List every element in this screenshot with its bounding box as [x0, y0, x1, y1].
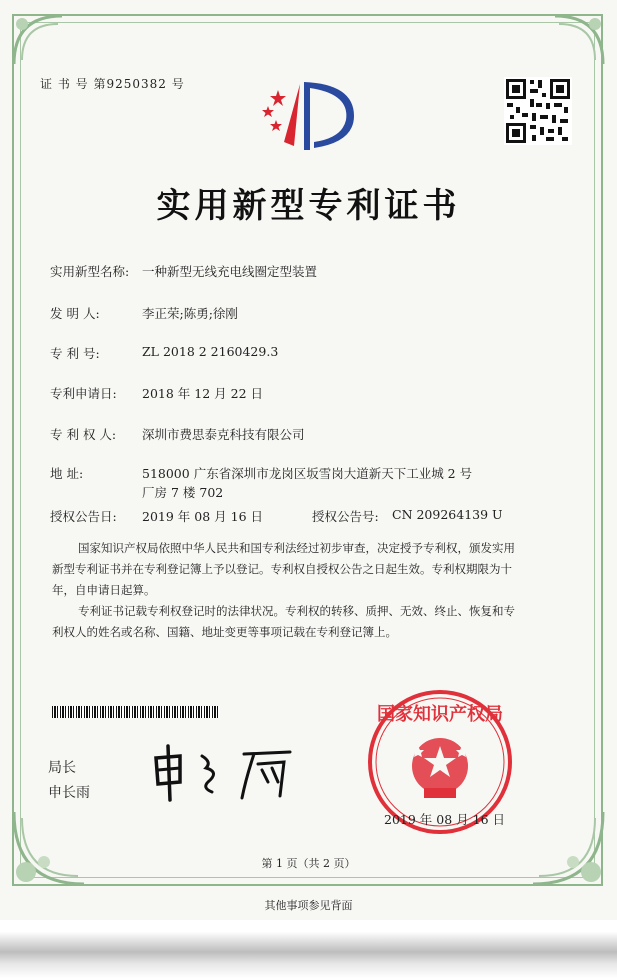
address-value: 518000 广东省深圳市龙岗区坂雪岗大道新天下工业城 2 号 [142, 466, 473, 481]
footer-note: 其他事项参见背面 [264, 899, 353, 912]
barcode [52, 706, 220, 718]
utility-model-name-value: 一种新型无线充电线圈定型装置 [142, 264, 318, 279]
patentee-label: 专 利 权 人: [50, 427, 117, 442]
page-indicator: 第 1 页（共 2 页） [261, 857, 356, 870]
seal-date: 2019 年 08 月 16 日 [384, 812, 505, 827]
corner-ornament-top-left [8, 10, 68, 70]
patent-number-label: 专 利 号: [50, 346, 100, 361]
grant-date-label: 授权公告日: [50, 509, 117, 524]
paragraph-2-line-1: 专利证书记载专利权登记时的法律状况。专利权的转移、质押、无效、终止、恢复和专 [78, 604, 515, 618]
svg-text:国家知识产权局: 国家知识产权局 [377, 704, 503, 725]
paragraph-1-line-1: 国家知识产权局依照中华人民共和国专利法经过初步审查，决定授予专利权，颁发实用 [78, 541, 515, 555]
handwritten-signature [150, 738, 310, 808]
paragraph-1-line-3: 年，自申请日起算。 [52, 583, 156, 597]
paragraph-1-line-2: 新型专利证书并在专利登记簿上予以登记。专利权自授权公告之日起生效。专利权期限为十 [52, 562, 512, 576]
application-date-value: 2018 年 12 月 22 日 [142, 386, 263, 401]
utility-model-name-label: 实用新型名称: [50, 264, 130, 279]
certificate-number: 证 书 号 第9250382 号 [40, 77, 185, 91]
address-value-line2: 厂房 7 楼 702 [142, 485, 224, 500]
grant-date-value: 2019 年 08 月 16 日 [142, 509, 263, 524]
signer-name: 申长雨 [48, 785, 90, 801]
grant-number-label: 授权公告号: [312, 509, 379, 524]
inventor-value: 李正荣;陈勇;徐刚 [142, 306, 238, 321]
signer-role: 局长 [48, 760, 76, 776]
patent-number-value: ZL 2018 2 2160429.3 [142, 344, 279, 359]
qr-code-icon [504, 77, 572, 145]
patent-office-logo-icon [254, 72, 358, 156]
corner-ornament-bottom-left [8, 808, 88, 892]
corner-ornament-bottom-right [529, 808, 609, 892]
inventor-label: 发 明 人: [50, 306, 100, 321]
scan-edge-shadow [0, 920, 617, 978]
paragraph-2-line-2: 利权人的姓名或名称、国籍、地址变更等事项记载在专利登记簿上。 [52, 625, 397, 639]
corner-ornament-top-right [549, 10, 609, 70]
address-label: 地 址: [50, 466, 84, 481]
grant-number-value: CN 209264139 U [392, 507, 503, 522]
patentee-value: 深圳市费思泰克科技有限公司 [142, 427, 305, 442]
application-date-label: 专利申请日: [50, 386, 117, 401]
certificate-title: 实用新型专利证书 [156, 186, 461, 226]
